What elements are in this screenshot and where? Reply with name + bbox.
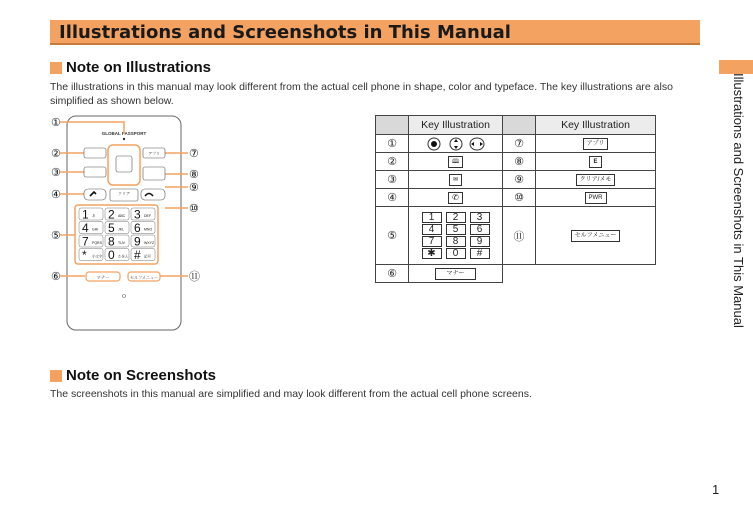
heading-text: Note on Illustrations [66, 59, 212, 76]
callout-9: ⑨ [189, 182, 199, 194]
phone-key-letters: わをん [118, 254, 129, 259]
numpad-key: 8 [446, 236, 466, 247]
numpad-key: 7 [422, 236, 442, 247]
svg-text:マナー: マナー [96, 275, 110, 280]
callout-2: ② [51, 148, 61, 160]
numpad-key: ✱ [422, 248, 442, 259]
numpad-key: 9 [470, 236, 490, 247]
phone-key-letters: MNO [144, 227, 153, 232]
numpad-key: 3 [470, 212, 490, 223]
side-tab-marker [719, 60, 753, 74]
phone-key-letters: TUV [118, 241, 125, 245]
callout-6: ⑥ [51, 271, 61, 283]
phone-key-number: 9 [134, 234, 141, 249]
numpad-key: 5 [446, 224, 466, 235]
table-header-row [376, 116, 656, 135]
clear-memo-key-icon: クリア/メモ [536, 171, 656, 189]
section-body-screenshots: The screenshots in this manual are simplified and may look different from the actual cell phone screens. [50, 388, 532, 400]
phone-key-letters: ABC [118, 214, 126, 218]
table-row: ② 🕮 ⑧ E [376, 153, 656, 171]
power-key-icon: PWR [536, 189, 656, 207]
phone-key-number: 8 [108, 234, 115, 249]
phone-illustration [48, 112, 208, 334]
header-key-illustration: Key Illustration [536, 116, 656, 135]
power-key [141, 189, 165, 200]
phone-key-number: * [82, 248, 87, 262]
phone-key-letters: WXYZ [144, 241, 155, 245]
phone-key-letters: あ [92, 214, 96, 218]
center-dpad-icons [409, 135, 503, 153]
numpad-icons [409, 207, 503, 265]
callout-5: ⑤ [51, 230, 61, 242]
phone-key-number: # [134, 248, 141, 262]
phone-key-number: 4 [82, 221, 89, 235]
phone-key-number: 0 [108, 248, 115, 262]
section-heading-screenshots [50, 367, 216, 384]
phone-key-letters: GHI [92, 227, 99, 232]
page-title: Illustrations and Screenshots in This Manual [59, 22, 511, 43]
phone-key-letters: PQRS [92, 241, 102, 245]
callout-10: ⑩ [189, 203, 199, 215]
key-illustration-table [375, 115, 656, 283]
appli-key-label: アプリ [148, 151, 160, 156]
section-heading-illustrations [50, 59, 211, 76]
phone-key-letters: 記号 [144, 254, 151, 259]
table-row: ④ ✆ ⑩ PWR [376, 189, 656, 207]
table-row: ⑥ マナー [376, 265, 656, 283]
callout-1: ① [51, 117, 61, 129]
numpad-key: # [470, 248, 490, 259]
section-body-illustrations: The illustrations in this manual may look different from the actual cell phone in shape, color and typeface. The key illustrations are also simplified as shown below. [50, 81, 673, 107]
phone-key-letters: JKL [118, 227, 125, 232]
header-key-illustration: Key Illustration [409, 116, 503, 135]
phone-key-number: 5 [108, 221, 115, 235]
heading-marker [50, 62, 62, 74]
table-row: ③ ✉ ⑨ クリア/メモ [376, 171, 656, 189]
mail-key-icon: ✉ [409, 171, 503, 189]
callout-4: ④ [51, 189, 61, 201]
appli-key-icon: アプリ [536, 135, 656, 153]
callout-3: ③ [51, 167, 61, 179]
callout-11: ⑪ [189, 271, 200, 283]
phone-key-number: 2 [108, 207, 115, 222]
numpad-key: 6 [470, 224, 490, 235]
phone-key-number: 6 [134, 221, 141, 235]
numpad-key: 1 [422, 212, 442, 223]
heading-marker [50, 370, 62, 382]
table-row: ① ⑦ アプリ [376, 135, 656, 153]
numpad-key: 4 [422, 224, 442, 235]
phone-brand: GLOBAL PASSPORT [101, 131, 147, 136]
phone-key-letters: 小文字 [92, 254, 103, 259]
numpad-key: 0 [446, 248, 466, 259]
manner-key-icon: マナー [409, 265, 503, 283]
call-key [84, 189, 106, 200]
callout-8: ⑧ [189, 169, 199, 181]
call-key-icon: ✆ [409, 189, 503, 207]
phone-key-number: 1 [82, 207, 89, 222]
side-tab-text: Illustrations and Screenshots in This Manual [731, 73, 746, 328]
callout-7: ⑦ [189, 148, 199, 160]
table-row: ⑤ 1 2 3 4 5 6 7 8 9 ✱ 0 # ⑪ セルフメニュー [376, 207, 656, 265]
page-number: 1 [712, 482, 720, 497]
phone-key-number: 7 [82, 234, 89, 249]
e-key-icon: E [536, 153, 656, 171]
phone-key-letters: DEF [144, 214, 151, 218]
svg-text:クリア: クリア [118, 191, 130, 196]
book-key-icon: 🕮 [409, 153, 503, 171]
phone-key-number: 3 [134, 207, 141, 222]
numpad-key: 2 [446, 212, 466, 223]
self-menu-key-icon: セルフメニュー [536, 207, 656, 265]
page-title-bar [50, 20, 700, 45]
svg-text:セルフメニュー: セルフメニュー [130, 275, 158, 280]
heading-text: Note on Screenshots [66, 367, 217, 384]
